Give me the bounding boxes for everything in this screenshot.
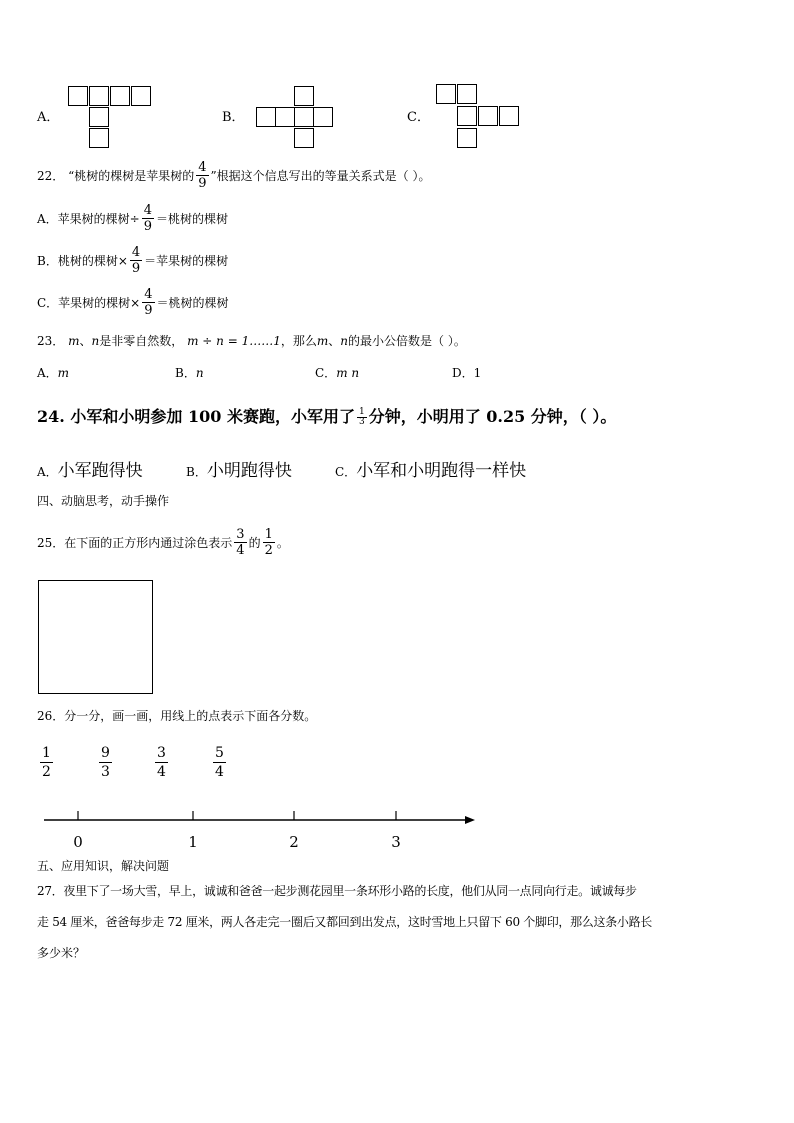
q22-stem-pre: 22． “桃树的棵树是苹果树的	[37, 168, 195, 183]
q22-a-num: 4	[143, 203, 153, 218]
tick-label-0: 0	[73, 833, 83, 851]
q23-text1: 是非零自然数，	[99, 334, 184, 348]
q25-frac1-num: 3	[236, 527, 245, 542]
q22-a-den: 9	[143, 219, 153, 234]
q21-option-b-label[interactable]: B．	[222, 110, 245, 125]
q24-pre: 24. 小军和小明参加 100 米赛跑，小军用了	[37, 407, 355, 426]
q22-frac-num: 4	[198, 160, 207, 175]
q21-option-a-label[interactable]: A．	[37, 110, 60, 125]
q23-option-c[interactable]: C．m n	[315, 366, 360, 380]
q25-pre: 25．在下面的正方形内通过涂色表示	[37, 535, 233, 550]
q22-stem	[37, 160, 430, 191]
q23-text2: ，那么	[280, 334, 317, 348]
q24-fraction: $\frac{1}{3}$	[358, 406, 365, 427]
tick-label-3: 3	[391, 833, 401, 851]
q23-sep: 、	[79, 334, 92, 348]
q23-n2: n	[340, 334, 348, 348]
q23-m: m	[68, 334, 80, 348]
q23-stem	[37, 333, 466, 349]
q22-b-den: 9	[131, 261, 141, 276]
q22-option-b-rest: ＝苹果树的棵树	[144, 253, 229, 268]
q27-line-1: 27．夜里下了一场大雪，早上，诚诚和爸爸一起步测花园里一条环形小路的长度，他们从同一点同向行走。诚诚每步	[37, 884, 637, 898]
q23-num: 23．	[37, 334, 65, 348]
q22-c-den: 9	[144, 303, 153, 318]
q26-number-line[interactable]	[0, 800, 794, 856]
section-4-heading: 四、动脑思考，动手操作	[37, 494, 170, 508]
q26-fraction-4: $\frac{5}{4}$	[215, 745, 224, 780]
q22-option-b-label: B．桃树的棵树×	[37, 253, 128, 268]
q24-option-a[interactable]: A．小军跑得快	[37, 461, 143, 481]
q22-option-a-label: A．苹果树的棵树÷	[37, 211, 140, 226]
tick-label-1: 1	[188, 833, 198, 851]
q25-square[interactable]	[38, 580, 153, 694]
q22-b-num: 4	[131, 245, 141, 260]
q23-m2: m	[316, 334, 329, 348]
q22-option-b[interactable]	[37, 245, 228, 276]
q22-option-a-rest: ＝桃树的棵树	[156, 211, 229, 226]
q26-stem: 26．分一分，画一画，用线上的点表示下面各分数。	[37, 709, 317, 723]
q23-option-a[interactable]: A．m	[37, 366, 70, 380]
q23-option-b[interactable]: B．n	[175, 366, 204, 380]
q24-option-c[interactable]: C．小军和小明跑得一样快	[335, 461, 527, 481]
q25-stem	[37, 527, 289, 558]
section-5-heading: 五、应用知识，解决问题	[37, 859, 170, 873]
q25-mid: 的	[248, 535, 261, 550]
q27-line-2: 走 54 厘米，爸爸每步走 72 厘米，两人各走完一圈后又都回到出发点，这时雪地上只留下 60 个脚印，那么这条小路长	[37, 915, 653, 929]
arrow-icon	[465, 816, 475, 824]
q24-post: 分钟，小明用了 0.25 分钟，（ ）。	[368, 407, 617, 426]
q22-fraction	[196, 160, 208, 191]
q24-option-b[interactable]: B．小明跑得快	[186, 461, 292, 481]
q26-fraction-2: $\frac{9}{3}$	[101, 745, 110, 780]
q23-n: n	[91, 334, 100, 348]
q23-sep2: 、	[328, 334, 341, 348]
q22-c-num: 4	[144, 287, 153, 302]
q23-text3: 的最小公倍数是（ ）。	[348, 334, 466, 348]
q24-stem	[37, 406, 616, 428]
q25-frac2-num: 1	[264, 527, 273, 542]
q22-option-c[interactable]	[37, 287, 229, 318]
q25-frac1-den: 4	[236, 543, 245, 558]
tick-label-2: 2	[289, 833, 299, 851]
q22-stem-post: ”根据这个信息写出的等量关系式是（ ）。	[210, 168, 431, 183]
q21-option-c-label[interactable]: C．	[407, 110, 430, 125]
q26-fraction-1: $\frac{1}{2}$	[42, 745, 51, 780]
q22-option-a[interactable]	[37, 203, 228, 234]
q27-line-3: 多少米？	[37, 946, 86, 960]
q23-option-d[interactable]: D．1	[452, 366, 482, 380]
q25-frac2-den: 2	[264, 543, 273, 558]
q26-fraction-3: $\frac{3}{4}$	[157, 745, 166, 780]
q23-expression: m ÷ n = 1……1	[187, 334, 281, 348]
q25-post: 。	[276, 535, 289, 550]
q22-option-c-rest: ＝桃树的棵树	[156, 295, 229, 310]
q22-option-c-label: C．苹果树的棵树×	[37, 295, 141, 310]
q22-frac-den: 9	[198, 176, 207, 191]
